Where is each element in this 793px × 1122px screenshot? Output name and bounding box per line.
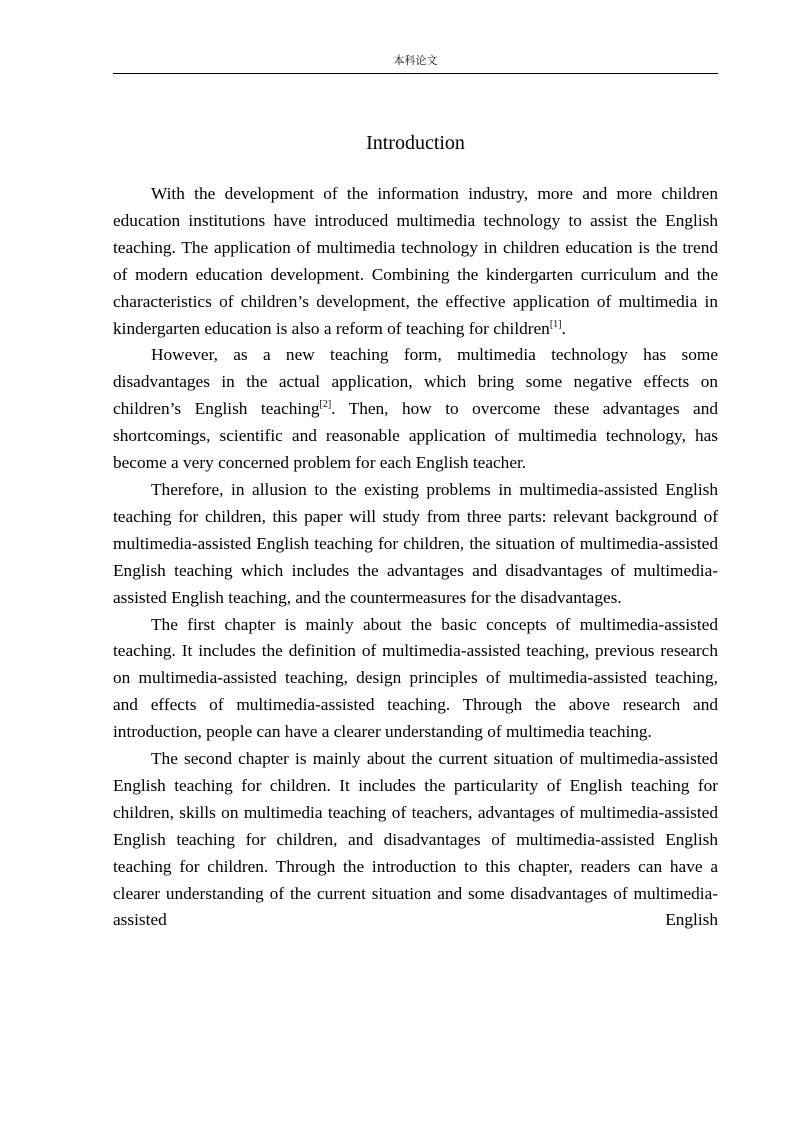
running-header: 本科论文: [393, 54, 438, 67]
paragraph-2-end: . Then, how to overcome these advantages and shortcomings, scientific and reasonable application of multimedia technology, has become a very concerned problem for each English teacher.: [113, 399, 718, 473]
citation-1: [1]: [549, 318, 562, 330]
paragraph-3: Therefore, in allusion to the existing problems in multimedia-assisted English teaching for children, this paper will study from three parts: relevant background of multimedia-assisted English teaching for children, the situation of multimedia-assisted English teaching which includes the advantages and disadvantages of multimedia-assisted English teaching, and the countermeasures for the disadvantages.: [113, 479, 718, 607]
paragraph-1-end: .: [561, 318, 566, 338]
header-rule: [113, 73, 718, 74]
paragraph-2-text: However, as a new teaching form, multimedia technology has some disadvantages in the actual application, which bring some negative effects on children’s English teaching: [113, 345, 718, 419]
chapter-title: Introduction: [366, 132, 465, 154]
citation-2: [2]: [319, 399, 332, 411]
body-text: [113, 181, 718, 934]
paragraph-1: [113, 181, 718, 342]
paragraph-1-text: With the development of the information industry, more and more children education institutions have introduced multimedia technology to assist the English teaching. The application of multimedia technology in children education is the trend of modern education development. Combining the kindergarten curriculum and the characteristics of children’s development, the effective application of multimedia in kindergarten education is also a reform of teaching for children: [113, 184, 718, 338]
paragraph-2: [113, 342, 718, 477]
paragraph-5: The second chapter is mainly about the current situation of multimedia-assisted English teaching for children. It includes the particularity of English teaching for children, skills on multimedia teaching of teachers, advantages of multimedia-assisted English teaching for children, and disadvantages of multimedia-assisted English teaching for children. Through the introduction to this chapter, readers can have a clearer understanding of the current situation and some disadvantages of multimedia-assisted English: [113, 749, 718, 930]
paragraph-4: The first chapter is mainly about the basic concepts of multimedia-assisted teaching. It includes the definition of multimedia-assisted teaching, previous research on multimedia-assisted teaching, design principles of multimedia-assisted teaching, and effects of multimedia-assisted teaching. Through the above research and introduction, people can have a clearer understanding of multimedia teaching.: [113, 614, 718, 742]
